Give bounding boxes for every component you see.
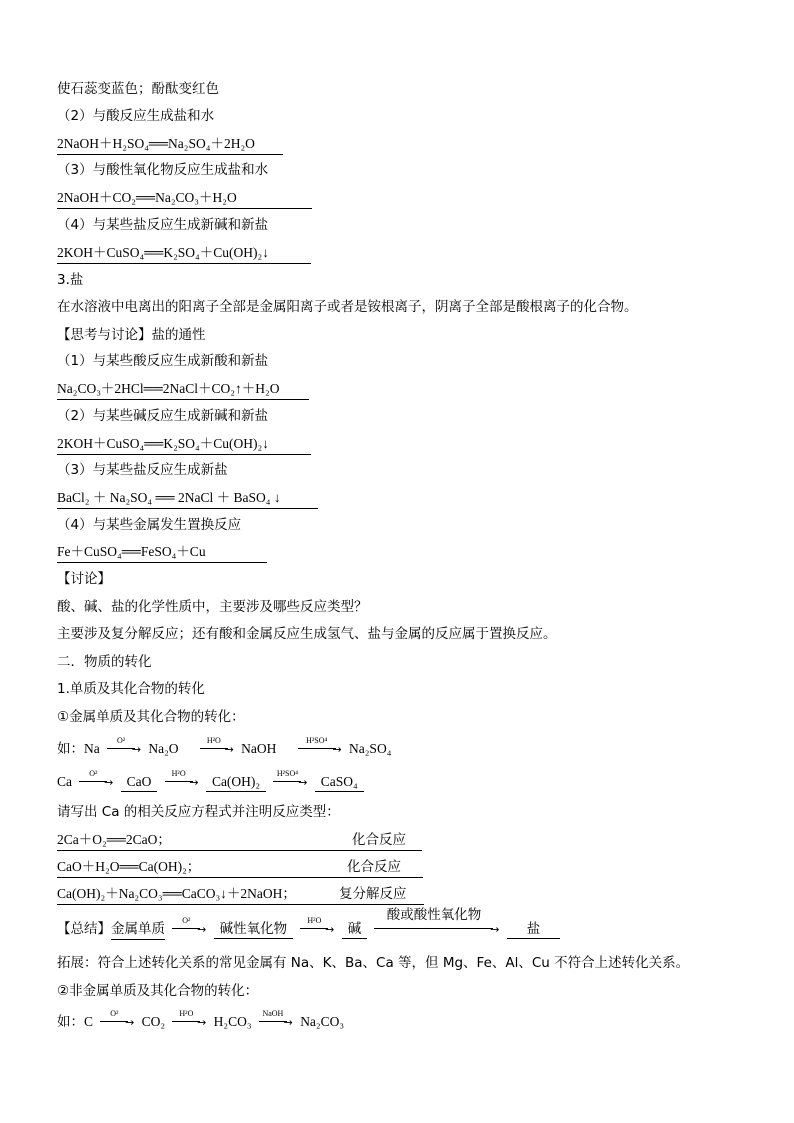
reaction-line: CaO＋H₂O══Ca(OH)₂； 化合反应 [57,858,423,878]
text-line: （4）与某些金属发生置换反应 [57,517,242,533]
definition-text: 在水溶液中电离出的阳离子全部是金属阳离子或者是铵根离子，阴离子全部是酸根离子的化合物。 [57,299,638,315]
section-heading: 二．物质的转化 [57,654,152,670]
text-line: （4）与某些盐反应生成新碱和新盐 [57,217,269,233]
equation-line: 2KOH＋CuSO₄══K₂SO₄＋Cu(OH)₂↓ [57,435,311,455]
text-line: （3）与酸性氧化物反应生成盐和水 [57,162,269,178]
text-line: （1）与某些酸反应生成新酸和新盐 [57,353,269,369]
extension-text: 拓展：符合上述转化关系的常见金属有 Na、K、Ba、Ca 等，但 Mg、Fe、Al、Cu 不符合上述转化关系。 [57,955,690,971]
prompt-text: 请写出 Ca 的相关反应方程式并注明反应类型： [57,804,340,820]
arrow-icon: H²SO⁴ → [298,740,342,754]
arrow-icon: 酸或酸性氧化物 → [374,920,499,934]
equation-line: 2NaOH＋H₂SO₄══Na₂SO₄＋2H₂O [57,135,283,155]
question-text: 酸、碱、盐的化学性质中，主要涉及哪些反应类型？ [57,599,368,615]
arrow-icon: O² → [79,773,113,787]
arrow-icon: H²O → [165,773,199,787]
section-heading: 3.盐 [57,272,84,288]
conversion-chain-na: 如：Na O² → Na₂O H²O → NaOH H²SO⁴ → Na₂SO₄ [57,736,392,757]
arrow-icon: O² → [107,740,141,754]
equation-line: BaCl₂ ＋ Na₂SO₄ ══ 2NaCl ＋ BaSO₄ ↓ [57,489,318,509]
text-line: 【思考与讨论】盐的通性 [57,327,206,343]
conversion-chain-ca: Ca O² → CaO H²O → Ca(OH)₂ H²SO⁴ → CaSO₄ [57,773,364,792]
summary-chain: 【总结】金属单质 O² → 碱性氧化物 H²O → 碱 酸或酸性氧化物 → 盐 [57,920,560,940]
equation-line: 2KOH＋CuSO₄══K₂SO₄＋Cu(OH)₂↓ [57,244,311,264]
arrow-icon: H²SO⁴ → [273,773,307,787]
text-line: ①金属单质及其化合物的转化： [57,709,245,725]
text-line: （2）与酸反应生成盐和水 [57,108,215,124]
arrow-icon: O² → [100,1013,134,1027]
reaction-line: 2Ca＋O₂══2CaO； 化合反应 [57,831,422,851]
subsection-heading: 1.单质及其化合物的转化 [57,681,205,697]
subsection-heading: ②非金属单质及其化合物的转化： [57,983,259,999]
arrow-icon: O² → [172,920,206,934]
conversion-chain-c: 如：C O² → CO₂ H²O → H₂CO₃ NaOH → Na₂CO₃ [57,1009,345,1030]
arrow-icon: H²O → [300,920,334,934]
arrow-icon: H²O → [200,740,234,754]
equation-line: Na₂CO₃＋2HCl══2NaCl＋CO₂↑＋H₂O [57,380,309,400]
reaction-line: Ca(OH)₂＋Na₂CO₃══CaCO₃↓＋2NaOH； 复分解反应 [57,885,424,905]
answer-text: 主要涉及复分解反应；还有酸和金属反应生成氢气、盐与金属的反应属于置换反应。 [57,626,557,642]
text-line: （2）与某些碱反应生成新碱和新盐 [57,408,269,424]
equation-line: 2NaOH＋CO₂══Na₂CO₃＋H₂O [57,189,312,209]
text-line: 使石蕊变蓝色；酚酞变红色 [57,81,219,97]
text-line: 【讨论】 [57,571,111,587]
arrow-icon: H²O → [172,1013,206,1027]
equation-line: Fe＋CuSO₄══FeSO₄＋Cu [57,543,267,563]
text-line: （3）与某些盐反应生成新盐 [57,462,228,478]
arrow-icon: NaOH → [259,1013,293,1027]
